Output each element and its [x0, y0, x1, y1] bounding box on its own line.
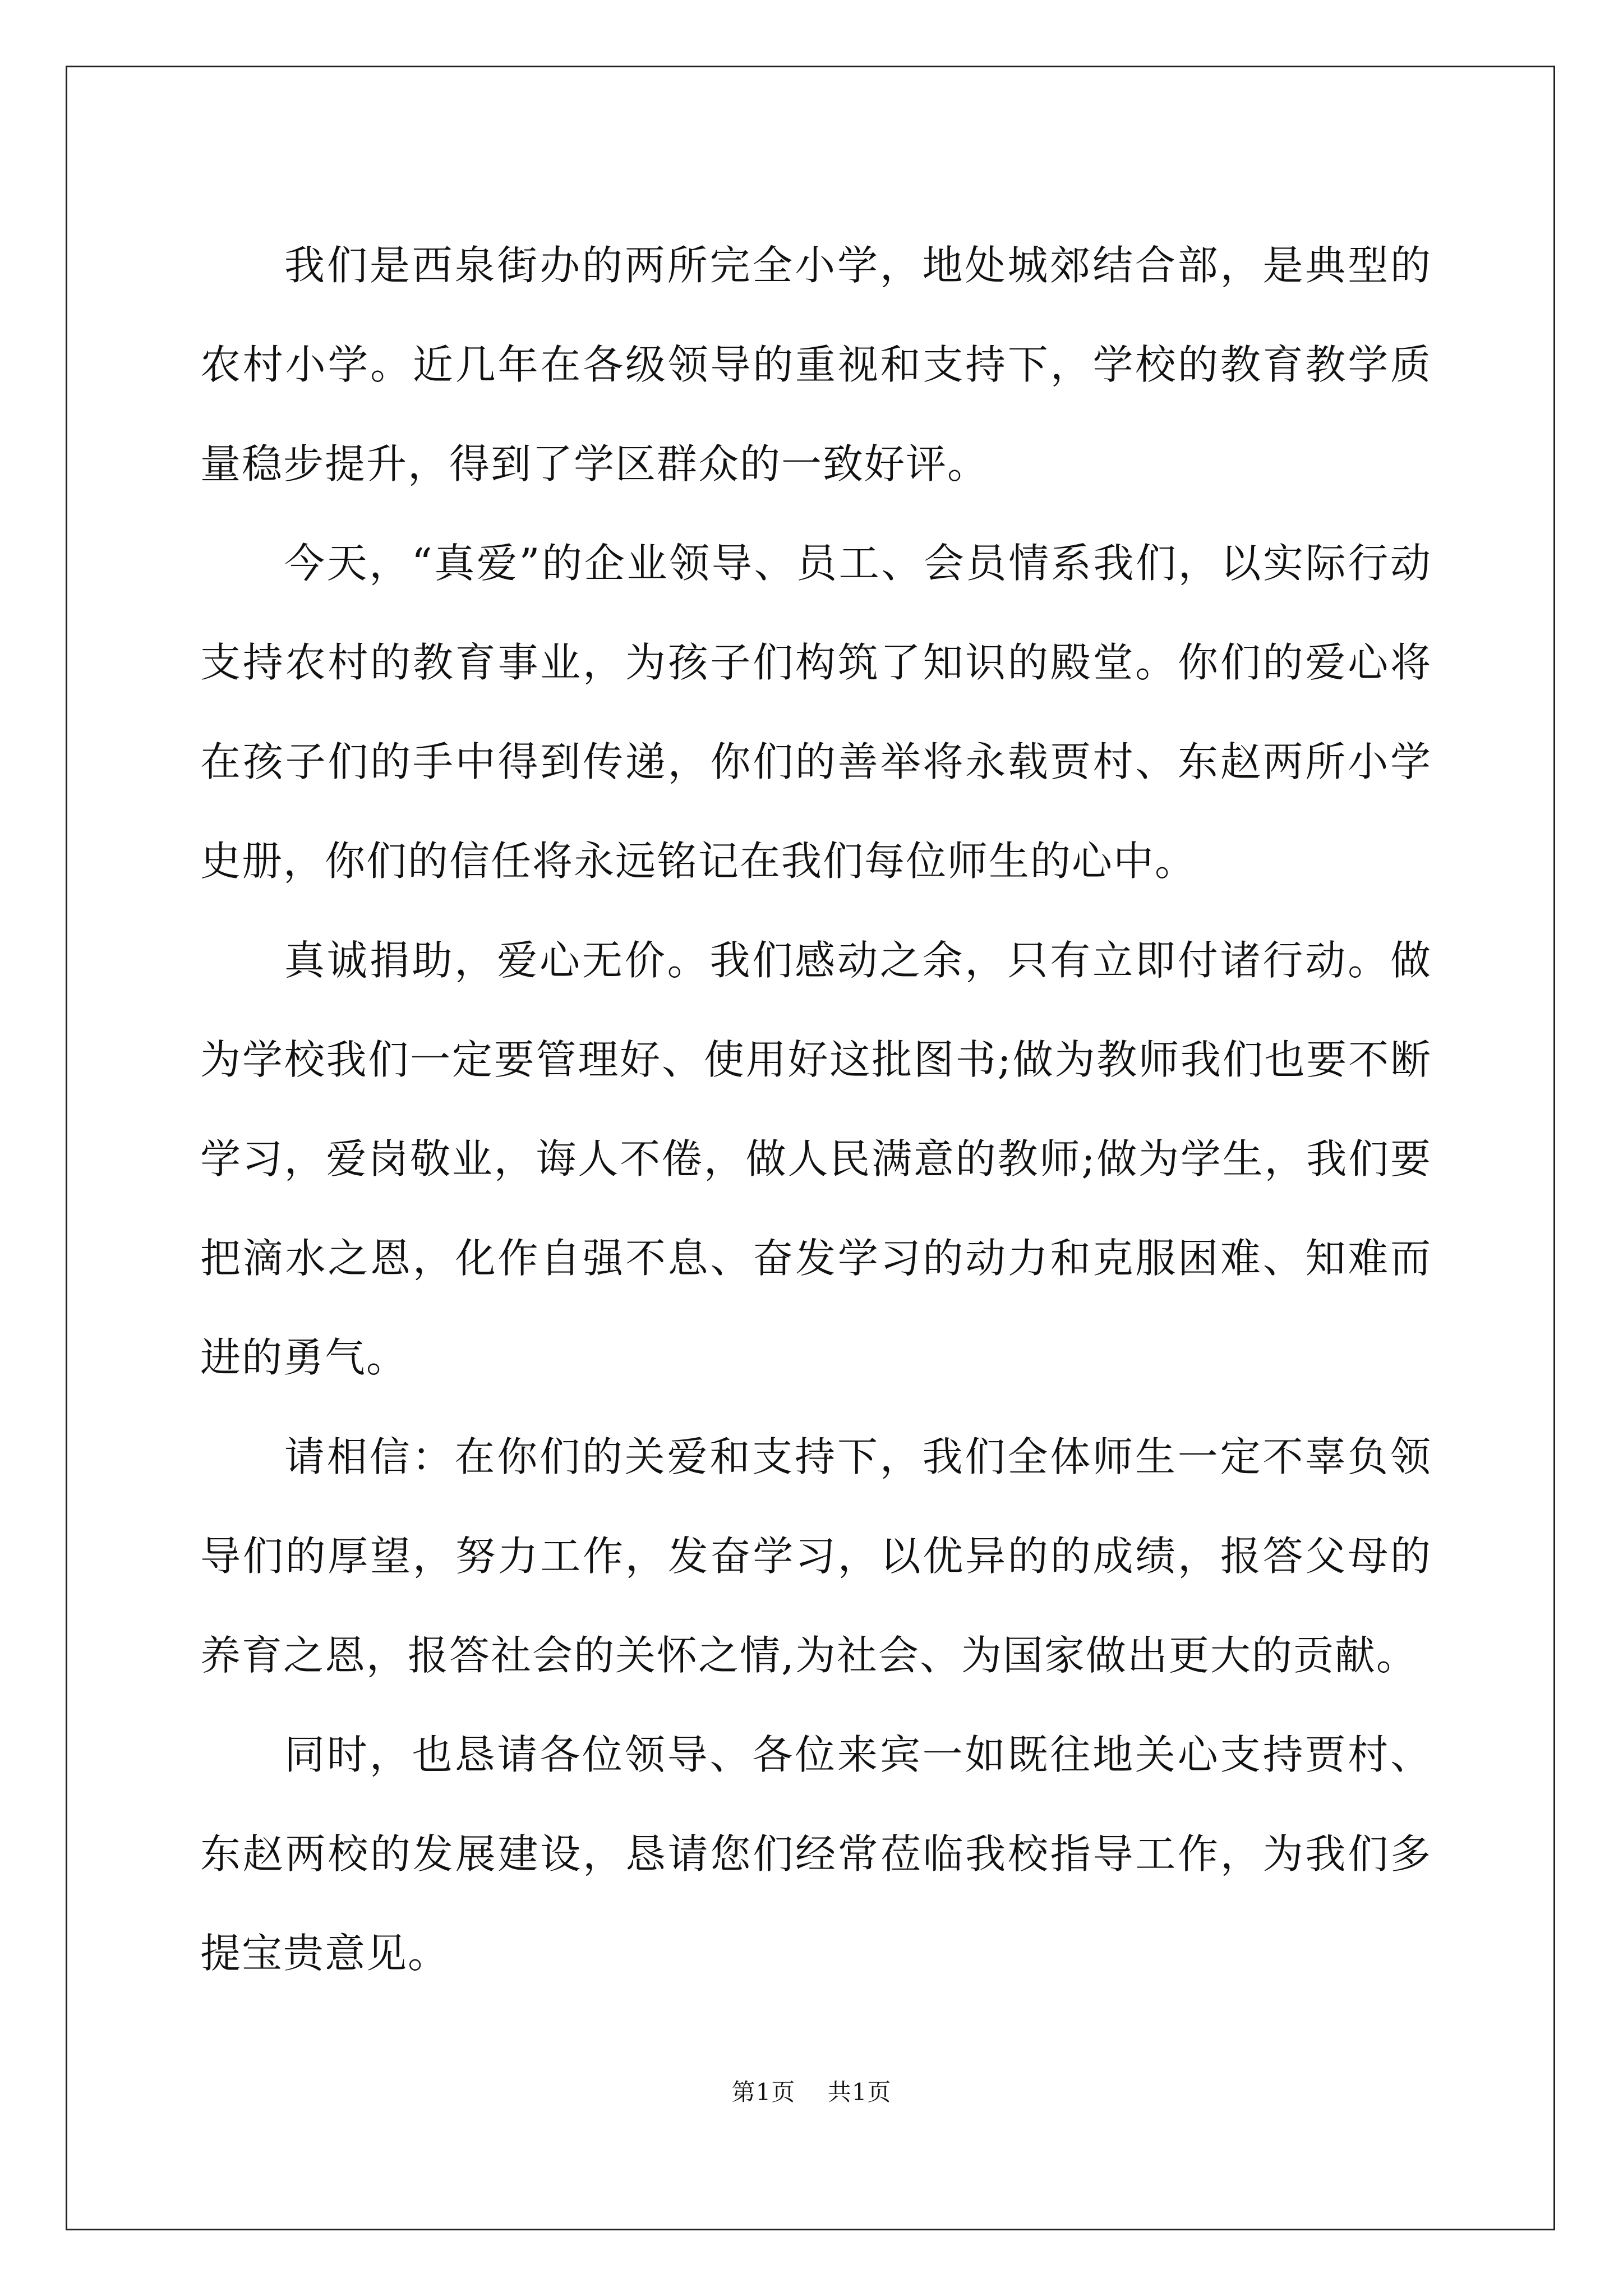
page-total: 共1页: [827, 2078, 892, 2106]
page-footer: [0, 2076, 1623, 2109]
document-body: [200, 216, 1432, 2003]
paragraph-2: 今天，“真爱”的企业领导、员工、会员情系我们，以实际行动支持农村的教育事业，为孩子们构筑了知识的殿堂。你们的爱心将在孩子们的手中得到传递，你们的善举将永载贾村、东赵两所小学史册，你们的信任将永远铭记在我们每位师生的心中。: [200, 540, 1432, 885]
paragraph-5: 同时，也恳请各位领导、各位来宾一如既往地关心支持贾村、东赵两校的发展建设，恳请您们经常莅临我校指导工作，为我们多提宝贵意见。: [200, 1731, 1432, 1977]
page-number: 第1页: [731, 2078, 796, 2106]
paragraph-1: 我们是西泉街办的两所完全小学，地处城郊结合部，是典型的农村小学。近几年在各级领导的重视和支持下，学校的教育教学质量稳步提升，得到了学区群众的一致好评。: [200, 242, 1432, 487]
paragraph-3: 真诚捐助，爱心无价。我们感动之余，只有立即付诸行动。做为学校我们一定要管理好、使用好这批图书;做为教师我们也要不断学习，爱岗敬业，诲人不倦，做人民满意的教师;做为学生，我们要把滴水之恩，化作自强不息、奋发学习的动力和克服困难、知难而进的勇气。: [200, 937, 1432, 1381]
paragraph-4: 请相信：在你们的关爱和支持下，我们全体师生一定不辜负领导们的厚望，努力工作，发奋学习，以优异的的成绩，报答父母的养育之恩，报答社会的关怀之情,为社会、为国家做出更大的贡献。: [200, 1433, 1432, 1679]
